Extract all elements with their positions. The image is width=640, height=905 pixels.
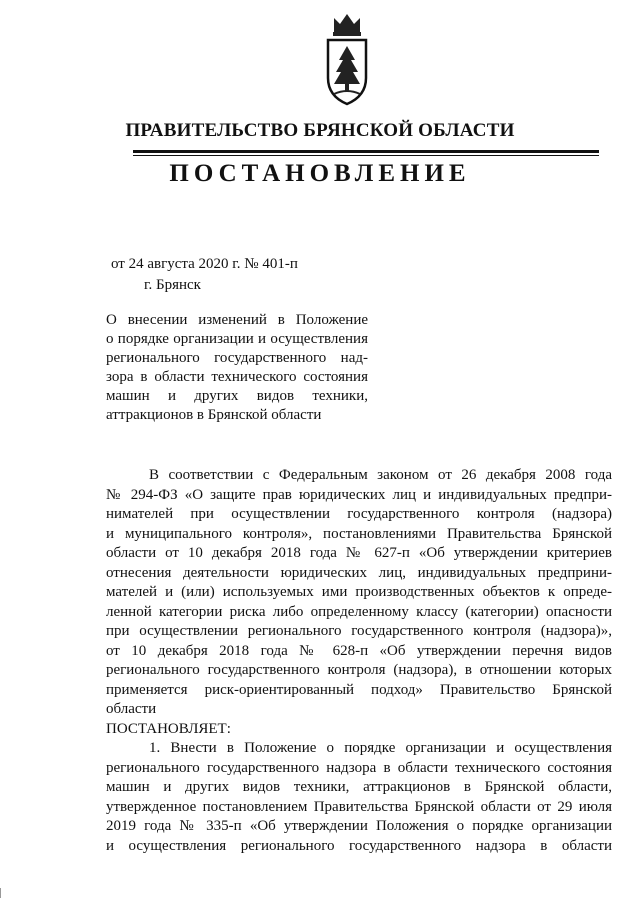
preamble-paragraph — [106, 466, 612, 739]
document-date-number: от 24 августа 2020 г. № 401-п — [111, 256, 298, 272]
body-line: ленной категории риска либо определенному классу (категории) опасности — [106, 603, 612, 620]
body-line: В соответствии с Федеральным законом от 26 декабря 2008 года — [149, 467, 612, 483]
document-title: ПОСТАНОВЛЕНИЕ — [169, 160, 471, 187]
document-subject — [106, 311, 368, 425]
subject-line: О внесении изменений в Положение — [106, 312, 368, 328]
government-name: ПРАВИТЕЛЬСТВО БРЯНСКОЙ ОБЛАСТИ — [125, 120, 515, 141]
body-line: 2019 года № 335-п «Об утверждении Положения о порядке организации — [106, 818, 612, 834]
body-line: № 294-ФЗ «О защите прав юридических лиц и индивидуальных предпри- — [106, 486, 612, 503]
resolves-heading: ПОСТАНОВЛЯЕТ: — [106, 720, 231, 737]
clause-1-paragraph — [106, 739, 612, 856]
body-line: мателей и (или) используемых ими производственных объектов к опреде- — [106, 584, 612, 600]
subject-line: зора в области технического состояния — [106, 369, 368, 385]
body-line: при осуществлении регионального государственного контроля (надзора)», — [106, 623, 612, 639]
scan-edge-mark — [0, 888, 1, 898]
body-line: отнесения деятельности юридических лиц, индивидуальных предприни- — [106, 564, 612, 581]
body-line: от 10 декабря 2018 года № 628-п «Об утверждении перечня видов — [106, 642, 612, 659]
body-line: регионального государственного надзора в области технического состояния — [106, 759, 612, 776]
body-line: регионального государственного контроля (надзора), в отношении которых — [106, 662, 612, 678]
body-line: 1. Внести в Положение о порядке организации и осуществления — [149, 740, 612, 756]
subject-line: регионального государственного над- — [106, 350, 368, 366]
body-line: области от 10 декабря 2018 года № 627-п «Об утверждении критериев — [106, 545, 612, 561]
body-line: нимателей при осуществлении государственного контроля (надзора) — [106, 506, 612, 522]
document-city: г. Брянск — [144, 277, 201, 293]
coat-of-arms-emblem — [322, 10, 372, 110]
body-line: и осуществления регионального государственного надзора в области — [106, 837, 612, 854]
header-rule-thin — [133, 155, 599, 156]
header-rule-thick — [133, 150, 599, 153]
body-line: области — [106, 701, 157, 717]
subject-line: аттракционов в Брянской области — [106, 407, 322, 423]
body-line: машин и других видов техники, аттракционов в Брянской области, — [106, 779, 612, 795]
subject-line: о порядке организации и осуществления — [106, 331, 368, 347]
body-line: утвержденное постановлением Правительства Брянской области от 29 июля — [106, 798, 612, 815]
subject-line: машин и других видов техники, — [106, 388, 368, 404]
body-line: применяется риск-ориентированный подход» Правительство Брянской — [106, 681, 612, 698]
body-line: и муниципального контроля», постановлениями Правительства Брянской — [106, 525, 612, 542]
